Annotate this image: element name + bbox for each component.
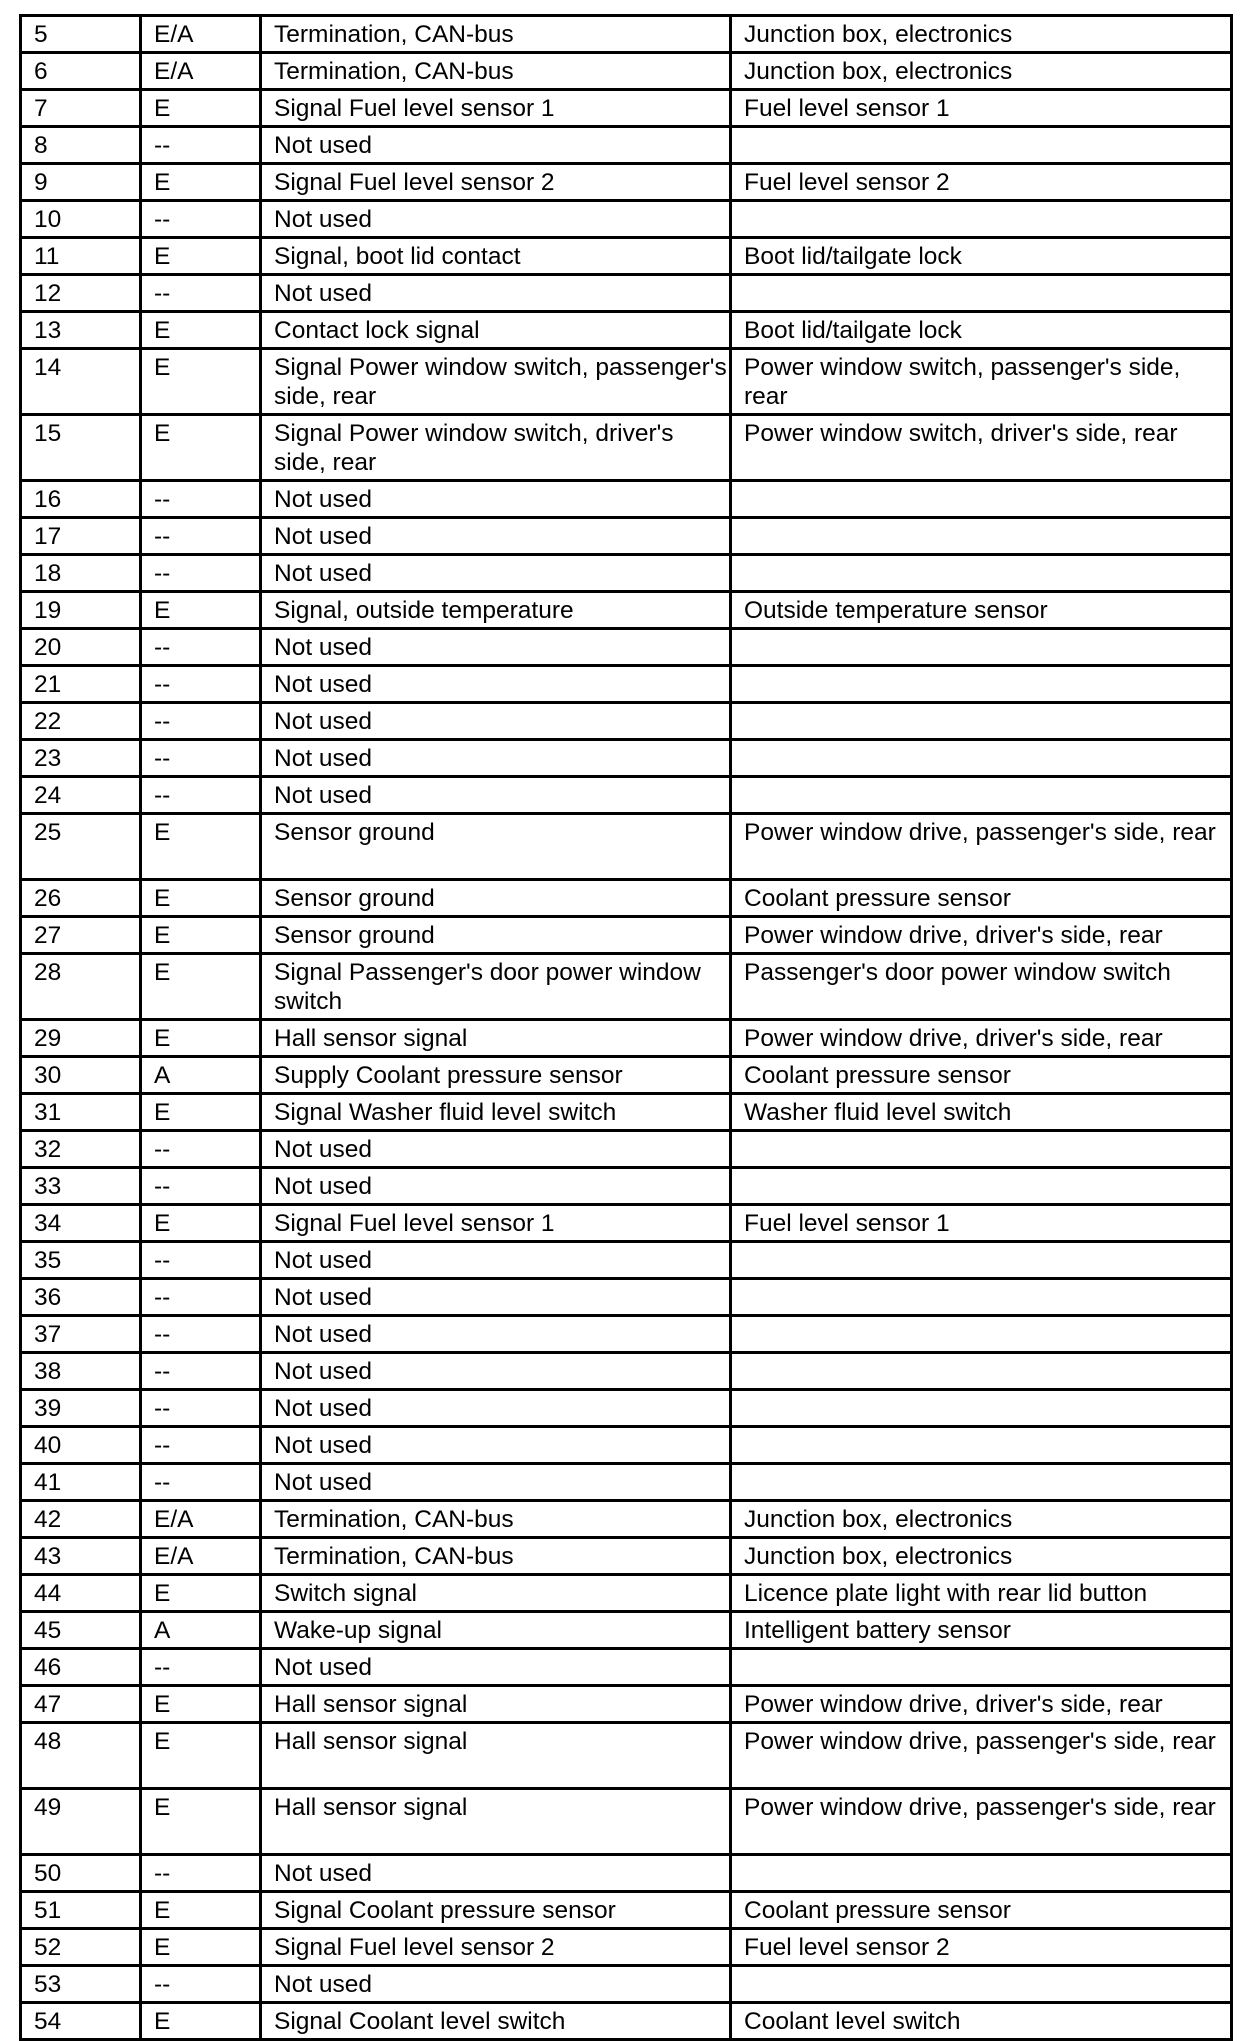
- component-cell: Power window drive, driver's side, rear: [731, 917, 1232, 954]
- function-cell: Supply Coolant pressure sensor: [261, 1057, 731, 1094]
- component-cell: [731, 666, 1232, 703]
- pin-number-cell: 44: [21, 1575, 141, 1612]
- pin-number-cell: 13: [21, 312, 141, 349]
- direction-cell: --: [141, 629, 261, 666]
- pin-number-cell: 26: [21, 880, 141, 917]
- direction-cell: E: [141, 1723, 261, 1789]
- pin-number-cell: 8: [21, 127, 141, 164]
- pin-number-cell: 10: [21, 201, 141, 238]
- table-row: [21, 1057, 1232, 1094]
- direction-cell: --: [141, 1390, 261, 1427]
- table-row: [21, 1966, 1232, 2003]
- component-cell: Power window drive, driver's side, rear: [731, 1686, 1232, 1723]
- table-row: [21, 1929, 1232, 1966]
- component-cell: Fuel level sensor 1: [731, 1205, 1232, 1242]
- table-row: [21, 53, 1232, 90]
- table-row: [21, 703, 1232, 740]
- component-cell: [731, 1168, 1232, 1205]
- table-row: [21, 238, 1232, 275]
- function-cell: Signal Fuel level sensor 2: [261, 1929, 731, 1966]
- table-row: [21, 1892, 1232, 1929]
- direction-cell: E: [141, 1892, 261, 1929]
- pin-number-cell: 31: [21, 1094, 141, 1131]
- component-cell: Passenger's door power window switch: [731, 954, 1232, 1020]
- function-cell: Not used: [261, 1464, 731, 1501]
- pin-number-cell: 6: [21, 53, 141, 90]
- table-row: [21, 1612, 1232, 1649]
- pin-number-cell: 48: [21, 1723, 141, 1789]
- table-row: [21, 880, 1232, 917]
- function-cell: Not used: [261, 555, 731, 592]
- pin-number-cell: 29: [21, 1020, 141, 1057]
- direction-cell: E: [141, 592, 261, 629]
- pin-number-cell: 42: [21, 1501, 141, 1538]
- pin-number-cell: 40: [21, 1427, 141, 1464]
- table-row: [21, 1501, 1232, 1538]
- direction-cell: --: [141, 1855, 261, 1892]
- function-cell: Not used: [261, 1316, 731, 1353]
- component-cell: Junction box, electronics: [731, 53, 1232, 90]
- direction-cell: A: [141, 1612, 261, 1649]
- direction-cell: E: [141, 814, 261, 880]
- component-cell: [731, 1316, 1232, 1353]
- direction-cell: E: [141, 1575, 261, 1612]
- direction-cell: E: [141, 1094, 261, 1131]
- direction-cell: --: [141, 555, 261, 592]
- direction-cell: E: [141, 2003, 261, 2040]
- pin-number-cell: 41: [21, 1464, 141, 1501]
- component-cell: Coolant level switch: [731, 2003, 1232, 2040]
- function-cell: Wake-up signal: [261, 1612, 731, 1649]
- function-cell: Signal Fuel level sensor 1: [261, 1205, 731, 1242]
- function-cell: Signal Passenger's door power window switch: [261, 954, 731, 1020]
- pin-number-cell: 54: [21, 2003, 141, 2040]
- table-row: [21, 1789, 1232, 1855]
- function-cell: Not used: [261, 666, 731, 703]
- table-row: [21, 127, 1232, 164]
- component-cell: Licence plate light with rear lid button: [731, 1575, 1232, 1612]
- component-cell: [731, 1427, 1232, 1464]
- direction-cell: --: [141, 1966, 261, 2003]
- function-cell: Not used: [261, 1168, 731, 1205]
- table-row: [21, 777, 1232, 814]
- table-row: [21, 1390, 1232, 1427]
- direction-cell: E: [141, 1686, 261, 1723]
- component-cell: [731, 703, 1232, 740]
- component-cell: [731, 481, 1232, 518]
- table-row: [21, 415, 1232, 481]
- component-cell: Boot lid/tailgate lock: [731, 238, 1232, 275]
- component-cell: Power window drive, passenger's side, rear: [731, 1789, 1232, 1855]
- table-row: [21, 592, 1232, 629]
- pin-number-cell: 16: [21, 481, 141, 518]
- component-cell: [731, 518, 1232, 555]
- pin-number-cell: 27: [21, 917, 141, 954]
- direction-cell: --: [141, 481, 261, 518]
- pin-number-cell: 34: [21, 1205, 141, 1242]
- component-cell: [731, 201, 1232, 238]
- table-row: [21, 312, 1232, 349]
- pin-number-cell: 25: [21, 814, 141, 880]
- component-cell: Coolant pressure sensor: [731, 880, 1232, 917]
- direction-cell: --: [141, 127, 261, 164]
- direction-cell: --: [141, 1464, 261, 1501]
- direction-cell: --: [141, 1353, 261, 1390]
- component-cell: [731, 1353, 1232, 1390]
- pin-number-cell: 12: [21, 275, 141, 312]
- pin-number-cell: 24: [21, 777, 141, 814]
- pin-number-cell: 51: [21, 1892, 141, 1929]
- function-cell: Not used: [261, 1855, 731, 1892]
- function-cell: Not used: [261, 1131, 731, 1168]
- table-row: [21, 1464, 1232, 1501]
- direction-cell: --: [141, 201, 261, 238]
- component-cell: Power window switch, driver's side, rear: [731, 415, 1232, 481]
- component-cell: [731, 777, 1232, 814]
- function-cell: Hall sensor signal: [261, 1789, 731, 1855]
- pin-number-cell: 21: [21, 666, 141, 703]
- function-cell: Sensor ground: [261, 814, 731, 880]
- direction-cell: E: [141, 1929, 261, 1966]
- direction-cell: E/A: [141, 16, 261, 53]
- function-cell: Not used: [261, 518, 731, 555]
- direction-cell: --: [141, 518, 261, 555]
- direction-cell: E/A: [141, 1538, 261, 1575]
- direction-cell: E: [141, 917, 261, 954]
- function-cell: Not used: [261, 1966, 731, 2003]
- direction-cell: --: [141, 666, 261, 703]
- direction-cell: E: [141, 238, 261, 275]
- function-cell: Signal Coolant level switch: [261, 2003, 731, 2040]
- component-cell: [731, 1966, 1232, 2003]
- component-cell: Power window switch, passenger's side, rear: [731, 349, 1232, 415]
- pin-number-cell: 30: [21, 1057, 141, 1094]
- pin-number-cell: 52: [21, 1929, 141, 1966]
- table-row: [21, 275, 1232, 312]
- table-row: [21, 1094, 1232, 1131]
- direction-cell: --: [141, 1242, 261, 1279]
- table-row: [21, 349, 1232, 415]
- table-row: [21, 1131, 1232, 1168]
- pin-number-cell: 38: [21, 1353, 141, 1390]
- pin-table-body: [21, 16, 1232, 2040]
- pin-number-cell: 36: [21, 1279, 141, 1316]
- pin-assignment-table: [19, 14, 1233, 2041]
- component-cell: Coolant pressure sensor: [731, 1892, 1232, 1929]
- direction-cell: E: [141, 1789, 261, 1855]
- function-cell: Not used: [261, 275, 731, 312]
- direction-cell: E: [141, 349, 261, 415]
- function-cell: Not used: [261, 777, 731, 814]
- component-cell: Boot lid/tailgate lock: [731, 312, 1232, 349]
- function-cell: Switch signal: [261, 1575, 731, 1612]
- function-cell: Signal Fuel level sensor 1: [261, 90, 731, 127]
- component-cell: [731, 555, 1232, 592]
- component-cell: [731, 629, 1232, 666]
- component-cell: Junction box, electronics: [731, 16, 1232, 53]
- table-row: [21, 814, 1232, 880]
- direction-cell: E/A: [141, 1501, 261, 1538]
- direction-cell: --: [141, 703, 261, 740]
- component-cell: Power window drive, passenger's side, rear: [731, 1723, 1232, 1789]
- table-row: [21, 201, 1232, 238]
- pin-number-cell: 7: [21, 90, 141, 127]
- component-cell: Fuel level sensor 2: [731, 164, 1232, 201]
- table-row: [21, 1205, 1232, 1242]
- component-cell: [731, 127, 1232, 164]
- component-cell: [731, 1855, 1232, 1892]
- component-cell: [731, 1464, 1232, 1501]
- function-cell: Signal Washer fluid level switch: [261, 1094, 731, 1131]
- table-row: [21, 518, 1232, 555]
- function-cell: Not used: [261, 201, 731, 238]
- function-cell: Not used: [261, 703, 731, 740]
- pin-number-cell: 50: [21, 1855, 141, 1892]
- direction-cell: E: [141, 1020, 261, 1057]
- component-cell: Power window drive, passenger's side, rear: [731, 814, 1232, 880]
- pin-number-cell: 37: [21, 1316, 141, 1353]
- pin-number-cell: 47: [21, 1686, 141, 1723]
- table-row: [21, 1855, 1232, 1892]
- table-row: [21, 629, 1232, 666]
- pin-number-cell: 33: [21, 1168, 141, 1205]
- pin-number-cell: 20: [21, 629, 141, 666]
- component-cell: [731, 1649, 1232, 1686]
- function-cell: Not used: [261, 1390, 731, 1427]
- function-cell: Termination, CAN-bus: [261, 16, 731, 53]
- function-cell: Not used: [261, 629, 731, 666]
- direction-cell: E: [141, 880, 261, 917]
- function-cell: Termination, CAN-bus: [261, 1501, 731, 1538]
- pin-number-cell: 17: [21, 518, 141, 555]
- function-cell: Not used: [261, 1353, 731, 1390]
- pin-number-cell: 23: [21, 740, 141, 777]
- pin-number-cell: 9: [21, 164, 141, 201]
- function-cell: Signal, boot lid contact: [261, 238, 731, 275]
- pin-number-cell: 11: [21, 238, 141, 275]
- function-cell: Not used: [261, 1242, 731, 1279]
- component-cell: [731, 1390, 1232, 1427]
- pin-number-cell: 39: [21, 1390, 141, 1427]
- component-cell: [731, 1131, 1232, 1168]
- component-cell: Outside temperature sensor: [731, 592, 1232, 629]
- direction-cell: --: [141, 777, 261, 814]
- table-row: [21, 1242, 1232, 1279]
- component-cell: Fuel level sensor 2: [731, 1929, 1232, 1966]
- function-cell: Hall sensor signal: [261, 1723, 731, 1789]
- pin-number-cell: 19: [21, 592, 141, 629]
- component-cell: [731, 740, 1232, 777]
- function-cell: Not used: [261, 1427, 731, 1464]
- pin-number-cell: 49: [21, 1789, 141, 1855]
- component-cell: Junction box, electronics: [731, 1538, 1232, 1575]
- pin-number-cell: 53: [21, 1966, 141, 2003]
- table-row: [21, 1538, 1232, 1575]
- direction-cell: E: [141, 90, 261, 127]
- direction-cell: E: [141, 164, 261, 201]
- table-row: [21, 1316, 1232, 1353]
- function-cell: Termination, CAN-bus: [261, 1538, 731, 1575]
- function-cell: Not used: [261, 1649, 731, 1686]
- component-cell: [731, 275, 1232, 312]
- function-cell: Sensor ground: [261, 880, 731, 917]
- table-row: [21, 555, 1232, 592]
- direction-cell: --: [141, 1649, 261, 1686]
- pin-number-cell: 15: [21, 415, 141, 481]
- table-row: [21, 16, 1232, 53]
- table-row: [21, 1168, 1232, 1205]
- direction-cell: --: [141, 1131, 261, 1168]
- direction-cell: --: [141, 740, 261, 777]
- table-row: [21, 1427, 1232, 1464]
- table-row: [21, 1279, 1232, 1316]
- pin-number-cell: 22: [21, 703, 141, 740]
- function-cell: Not used: [261, 1279, 731, 1316]
- function-cell: Not used: [261, 740, 731, 777]
- function-cell: Hall sensor signal: [261, 1020, 731, 1057]
- direction-cell: --: [141, 1279, 261, 1316]
- table-row: [21, 1649, 1232, 1686]
- component-cell: [731, 1279, 1232, 1316]
- pin-number-cell: 28: [21, 954, 141, 1020]
- function-cell: Contact lock signal: [261, 312, 731, 349]
- table-row: [21, 666, 1232, 703]
- component-cell: [731, 1242, 1232, 1279]
- table-row: [21, 164, 1232, 201]
- direction-cell: --: [141, 1168, 261, 1205]
- table-row: [21, 1353, 1232, 1390]
- function-cell: Signal Fuel level sensor 2: [261, 164, 731, 201]
- pin-number-cell: 18: [21, 555, 141, 592]
- direction-cell: E: [141, 954, 261, 1020]
- direction-cell: E: [141, 1205, 261, 1242]
- table-row: [21, 917, 1232, 954]
- component-cell: Coolant pressure sensor: [731, 1057, 1232, 1094]
- function-cell: Signal, outside temperature: [261, 592, 731, 629]
- pin-number-cell: 32: [21, 1131, 141, 1168]
- function-cell: Sensor ground: [261, 917, 731, 954]
- table-row: [21, 954, 1232, 1020]
- component-cell: Power window drive, driver's side, rear: [731, 1020, 1232, 1057]
- direction-cell: E/A: [141, 53, 261, 90]
- table-row: [21, 1723, 1232, 1789]
- pin-number-cell: 45: [21, 1612, 141, 1649]
- component-cell: Fuel level sensor 1: [731, 90, 1232, 127]
- function-cell: Not used: [261, 127, 731, 164]
- table-row: [21, 740, 1232, 777]
- direction-cell: A: [141, 1057, 261, 1094]
- component-cell: Intelligent battery sensor: [731, 1612, 1232, 1649]
- component-cell: Washer fluid level switch: [731, 1094, 1232, 1131]
- direction-cell: E: [141, 312, 261, 349]
- function-cell: Hall sensor signal: [261, 1686, 731, 1723]
- direction-cell: --: [141, 275, 261, 312]
- pin-number-cell: 46: [21, 1649, 141, 1686]
- table-row: [21, 90, 1232, 127]
- direction-cell: E: [141, 415, 261, 481]
- component-cell: Junction box, electronics: [731, 1501, 1232, 1538]
- table-row: [21, 1575, 1232, 1612]
- table-row: [21, 2003, 1232, 2040]
- function-cell: Signal Power window switch, passenger's side, rear: [261, 349, 731, 415]
- function-cell: Signal Coolant pressure sensor: [261, 1892, 731, 1929]
- pin-number-cell: 43: [21, 1538, 141, 1575]
- direction-cell: --: [141, 1316, 261, 1353]
- direction-cell: --: [141, 1427, 261, 1464]
- pin-number-cell: 5: [21, 16, 141, 53]
- pin-number-cell: 35: [21, 1242, 141, 1279]
- function-cell: Signal Power window switch, driver's side, rear: [261, 415, 731, 481]
- table-row: [21, 481, 1232, 518]
- table-row: [21, 1686, 1232, 1723]
- function-cell: Termination, CAN-bus: [261, 53, 731, 90]
- function-cell: Not used: [261, 481, 731, 518]
- pin-number-cell: 14: [21, 349, 141, 415]
- table-row: [21, 1020, 1232, 1057]
